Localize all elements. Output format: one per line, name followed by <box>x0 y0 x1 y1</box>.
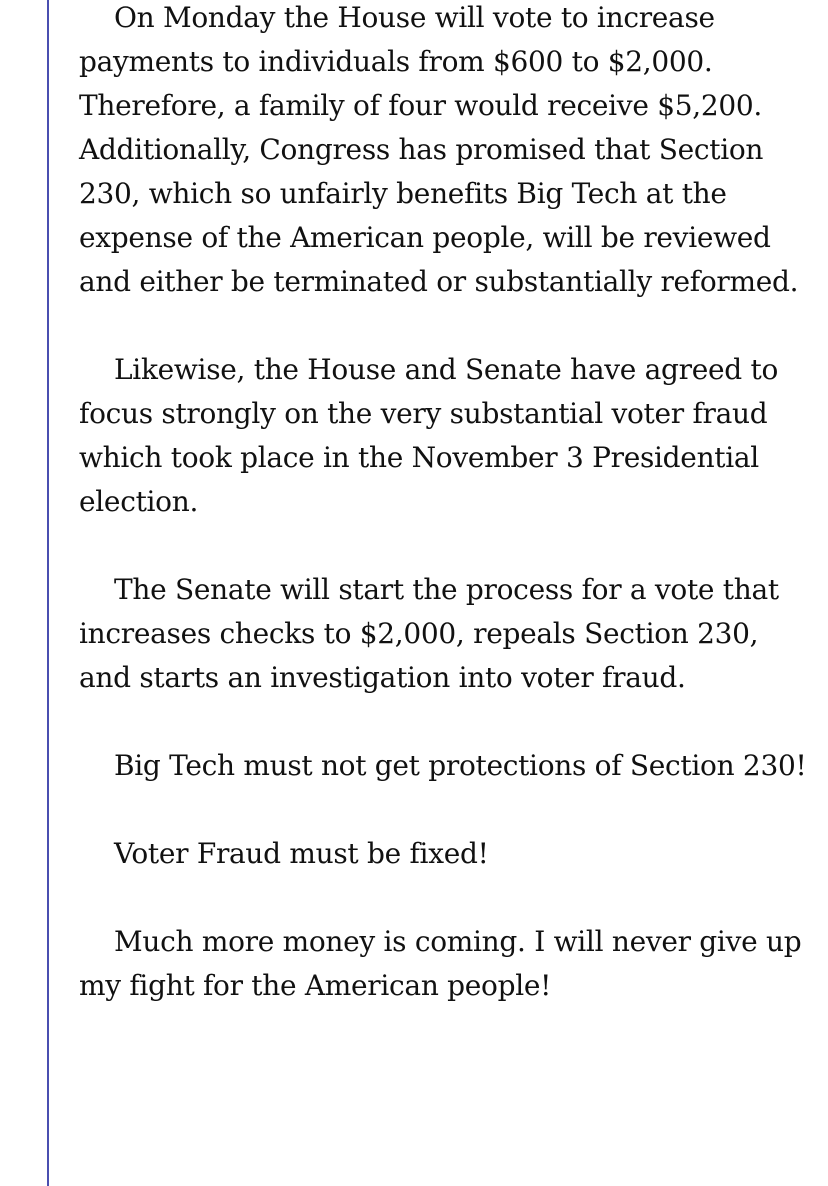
paragraph-voter-fraud-fixed: Voter Fraud must be fixed! <box>114 837 489 870</box>
paragraph-payments: On Monday the House will vote to increase payments to individuals from $600 to $2,000. Therefore, a family of four would receive $5,200. Additionally, Congress has promised that Section 230, which so unfairly benefits Big Tech at the expense of the American people, will be reviewed and either be terminated or substantially reformed. <box>79 1 799 298</box>
margin-rule <box>47 0 49 1186</box>
paragraph-senate-process: The Senate will start the process for a vote that increases checks to $2,000, repeals Section 230, and starts an investigation into voter fraud. <box>79 573 779 694</box>
paragraph-closing: Much more money is coming. I will never give up my fight for the American people! <box>79 925 802 1002</box>
document-body <box>79 0 809 1052</box>
paragraph-voter-fraud-focus: Likewise, the House and Senate have agreed to focus strongly on the very substantial voter fraud which took place in the November 3 Presidential election. <box>79 353 778 518</box>
paragraph-big-tech: Big Tech must not get protections of Section 230! <box>114 749 807 782</box>
